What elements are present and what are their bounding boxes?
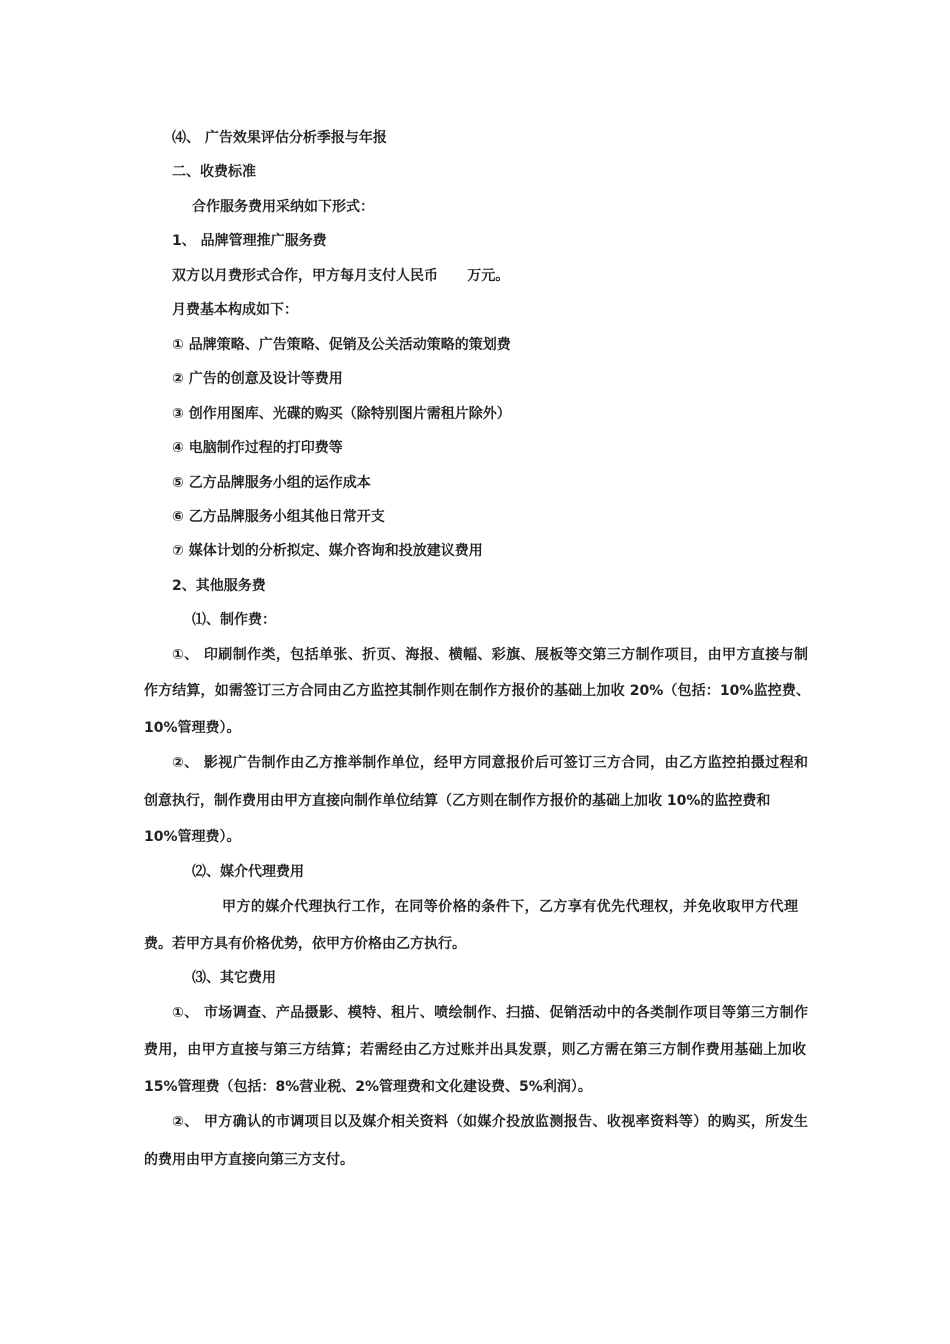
section-2-heading: 二、收费标准 bbox=[172, 164, 256, 180]
monthly-fee-composition: 月费基本构成如下： bbox=[172, 302, 298, 318]
list-item: ⑦ 媒体计划的分析拟定、媒介咨询和投放建议费用 bbox=[172, 543, 483, 559]
paragraph-line: 作方结算，如需签订三方合同由乙方监控其制作则在制作方报价的基础上加收 20%（包括：10%监控费、 bbox=[144, 683, 810, 699]
paragraph-line: ①、 印刷制作类，包括单张、折页、海报、横幅、彩旗、展板等交第三方制作项目，由甲方直接与制 bbox=[172, 647, 808, 663]
paragraph-line: 费用，由甲方直接与第三方结算；若需经由乙方过账并出具发票，则乙方需在第三方制作费用基础上加收 bbox=[144, 1042, 806, 1058]
paragraph-line: 的费用由甲方直接向第三方支付。 bbox=[144, 1152, 354, 1168]
list-item: ⑥ 乙方品牌服务小组其他日常开支 bbox=[172, 509, 385, 525]
paragraph-line: 创意执行，制作费用由甲方直接向制作单位结算（乙方则在制作方报价的基础上加收 10%的监控费和 bbox=[144, 793, 771, 809]
paragraph-line: ②、 影视广告制作由乙方推举制作单位，经甲方同意报价后可签订三方合同，由乙方监控拍摄过程和 bbox=[172, 755, 808, 771]
list-item: ② 广告的创意及设计等费用 bbox=[172, 371, 343, 387]
paragraph-line: ①、 市场调查、产品摄影、模特、租片、喷绘制作、扫描、促销活动中的各类制作项目等第三方制作 bbox=[172, 1005, 808, 1021]
fee-intro: 合作服务费用采纳如下形式： bbox=[192, 199, 374, 215]
monthly-fee-text: 双方以月费形式合作，甲方每月支付人民币 万元。 bbox=[172, 268, 510, 284]
media-fee-heading: ⑵、媒介代理费用 bbox=[192, 864, 304, 880]
list-item: ① 品牌策略、广告策略、促销及公关活动策略的策划费 bbox=[172, 337, 511, 353]
paragraph-line: 费。若甲方具有价格优势，依甲方价格由乙方执行。 bbox=[144, 936, 466, 952]
other-fee-heading: ⑶、其它费用 bbox=[192, 970, 276, 986]
fee-2-heading: 2、其他服务费 bbox=[172, 578, 266, 594]
production-fee-heading: ⑴、制作费： bbox=[192, 612, 276, 628]
paragraph-line: 10%管理费）。 bbox=[144, 720, 241, 736]
item-4-heading: ⑷、 广告效果评估分析季报与年报 bbox=[172, 130, 387, 146]
list-item: ④ 电脑制作过程的打印费等 bbox=[172, 440, 343, 456]
paragraph-line: 10%管理费）。 bbox=[144, 829, 241, 845]
paragraph-line: 甲方的媒介代理执行工作，在同等价格的条件下，乙方享有优先代理权，并免收取甲方代理 bbox=[222, 899, 798, 915]
paragraph-line: ②、 甲方确认的市调项目以及媒介相关资料（如媒介投放监测报告、收视率资料等）的购买，所发生 bbox=[172, 1114, 808, 1130]
list-item: ③ 创作用图库、光碟的购买（除特别图片需租片除外） bbox=[172, 406, 511, 422]
paragraph-line: 15%管理费（包括：8%营业税、2%管理费和文化建设费、5%利润）。 bbox=[144, 1079, 592, 1095]
fee-1-heading: 1、 品牌管理推广服务费 bbox=[172, 233, 327, 249]
list-item: ⑤ 乙方品牌服务小组的运作成本 bbox=[172, 475, 371, 491]
